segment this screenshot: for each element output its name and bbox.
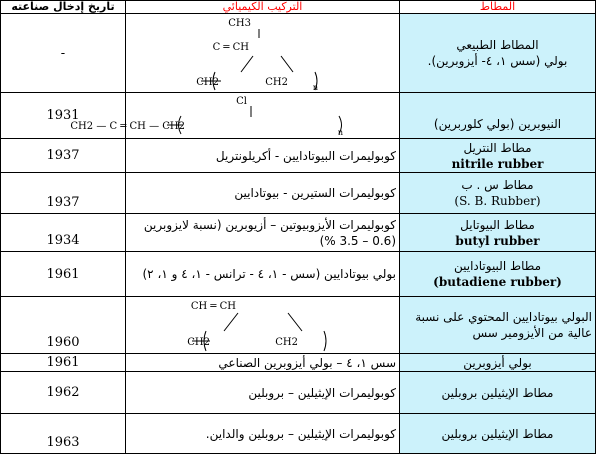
formula-n: n	[312, 83, 318, 92]
year-cell: 1937	[1, 139, 126, 173]
rubber-name: مطاط الإيثيلين بروبلين	[441, 426, 554, 441]
rubber-name: مطاط س . ب	[461, 178, 534, 192]
polybutadiene-formula	[188, 297, 338, 353]
rubber-name: بولي أيزوبرين	[463, 355, 532, 370]
table-row	[1, 252, 596, 297]
rubber-cell	[400, 354, 596, 372]
year-cell: 1961	[1, 354, 126, 372]
table-row	[1, 173, 596, 214]
year-cell: -	[1, 14, 126, 93]
formula-chain: CH2 — C ═ CH — CH2	[69, 121, 185, 132]
structure-formula-cell	[126, 297, 400, 354]
year-cell: 1934	[1, 214, 126, 252]
formula-mid: C ═ CH	[212, 42, 249, 53]
year-cell: 1962	[1, 372, 126, 414]
table-row	[1, 354, 596, 372]
structure-cell: كوبوليمرات البيوتادايين - أكريلونتريل	[126, 139, 400, 173]
table-row	[1, 93, 596, 139]
rubber-name: مطاط البيوتادايين	[453, 259, 542, 273]
table-row	[1, 139, 596, 173]
formula-right: CH2	[274, 337, 298, 348]
structure-formula-cell	[69, 93, 400, 139]
header-date: تاريخ إدخال صناعته	[1, 1, 126, 14]
rubber-cell	[400, 214, 596, 252]
rubber-name: النيوبرين (بولي كلوربرين)	[433, 117, 562, 131]
formula-top: CH3	[227, 18, 251, 29]
year-cell: 1937	[1, 173, 126, 214]
rubber-name: البولي بيوتادايين المحتوي على نسبة عالية من الأيزومير سس	[415, 310, 592, 340]
header-rubber: المطاط	[400, 1, 596, 14]
rubber-cell	[400, 252, 596, 297]
table-row	[1, 14, 596, 93]
structure-cell: سس ١، ٤ – بولي أيزوبرين الصناعي	[126, 354, 400, 372]
rubber-cell	[400, 173, 596, 214]
formula-right: CH2	[264, 77, 288, 88]
structure-cell: كوبوليمرات الأيزوبيوتين – أزيوبرين (نسبة لايزوبرين (0.6 – 3.5 %)	[126, 214, 400, 252]
rubber-cell	[400, 297, 596, 354]
rubber-name: مطاط البيوتايل	[460, 217, 535, 232]
table-row	[1, 372, 596, 414]
header-row	[1, 1, 596, 14]
formula-left: CH2	[186, 337, 210, 348]
rubber-cell	[400, 139, 596, 173]
rubber-cell	[400, 372, 596, 414]
rubber-cell	[400, 414, 596, 454]
rubber-cell	[400, 14, 596, 93]
rubber-cell	[400, 93, 596, 139]
structure-cell: كوبوليمرات الإيثيلين – بروبلين	[126, 372, 400, 414]
rubber-name: مطاط الإيثيلين بروبلين	[441, 385, 554, 400]
table-row	[1, 297, 596, 354]
formula-n: n	[337, 128, 343, 137]
natural-rubber-formula	[193, 14, 333, 92]
year-cell: 1960	[1, 297, 126, 354]
rubber-name-en: (butadiene rubber)	[433, 275, 562, 289]
rubber-name: مطاط النتريل	[463, 140, 532, 155]
year-cell: 1931	[1, 93, 126, 139]
structure-cell: كوبوليمرات الإيثيلين – بروبلين والداين.	[126, 414, 400, 454]
table-row	[1, 214, 596, 252]
header-structure: التركيب الكيميائي	[126, 1, 400, 14]
formula-top: Cl	[235, 96, 247, 107]
year-cell: 1963	[1, 414, 126, 454]
year-cell: 1961	[1, 252, 126, 297]
structure-formula-cell	[126, 14, 400, 93]
rubber-name-en: (S. B. Rubber)	[454, 194, 541, 208]
rubber-name-en: nitrile rubber	[451, 156, 544, 171]
structure-cell: بولي بيوتادايين (سس - ١، ٤ - ترانس - ١، ٤ و ١، ٢)	[126, 252, 400, 297]
rubber-name-en: butyl rubber	[455, 233, 540, 248]
formula-top: CH ═ CH	[190, 301, 236, 312]
structure-cell: كوبوليمرات الستيرين - بيوتادايين	[126, 173, 400, 214]
rubber-name: المطاط الطبيعي	[456, 38, 539, 52]
table-row	[1, 414, 596, 454]
neoprene-formula	[69, 93, 363, 138]
formula-left: CH2	[195, 77, 219, 88]
rubber-subname: بولي (سس ١، ٤- أيزوبرين).	[427, 54, 568, 68]
